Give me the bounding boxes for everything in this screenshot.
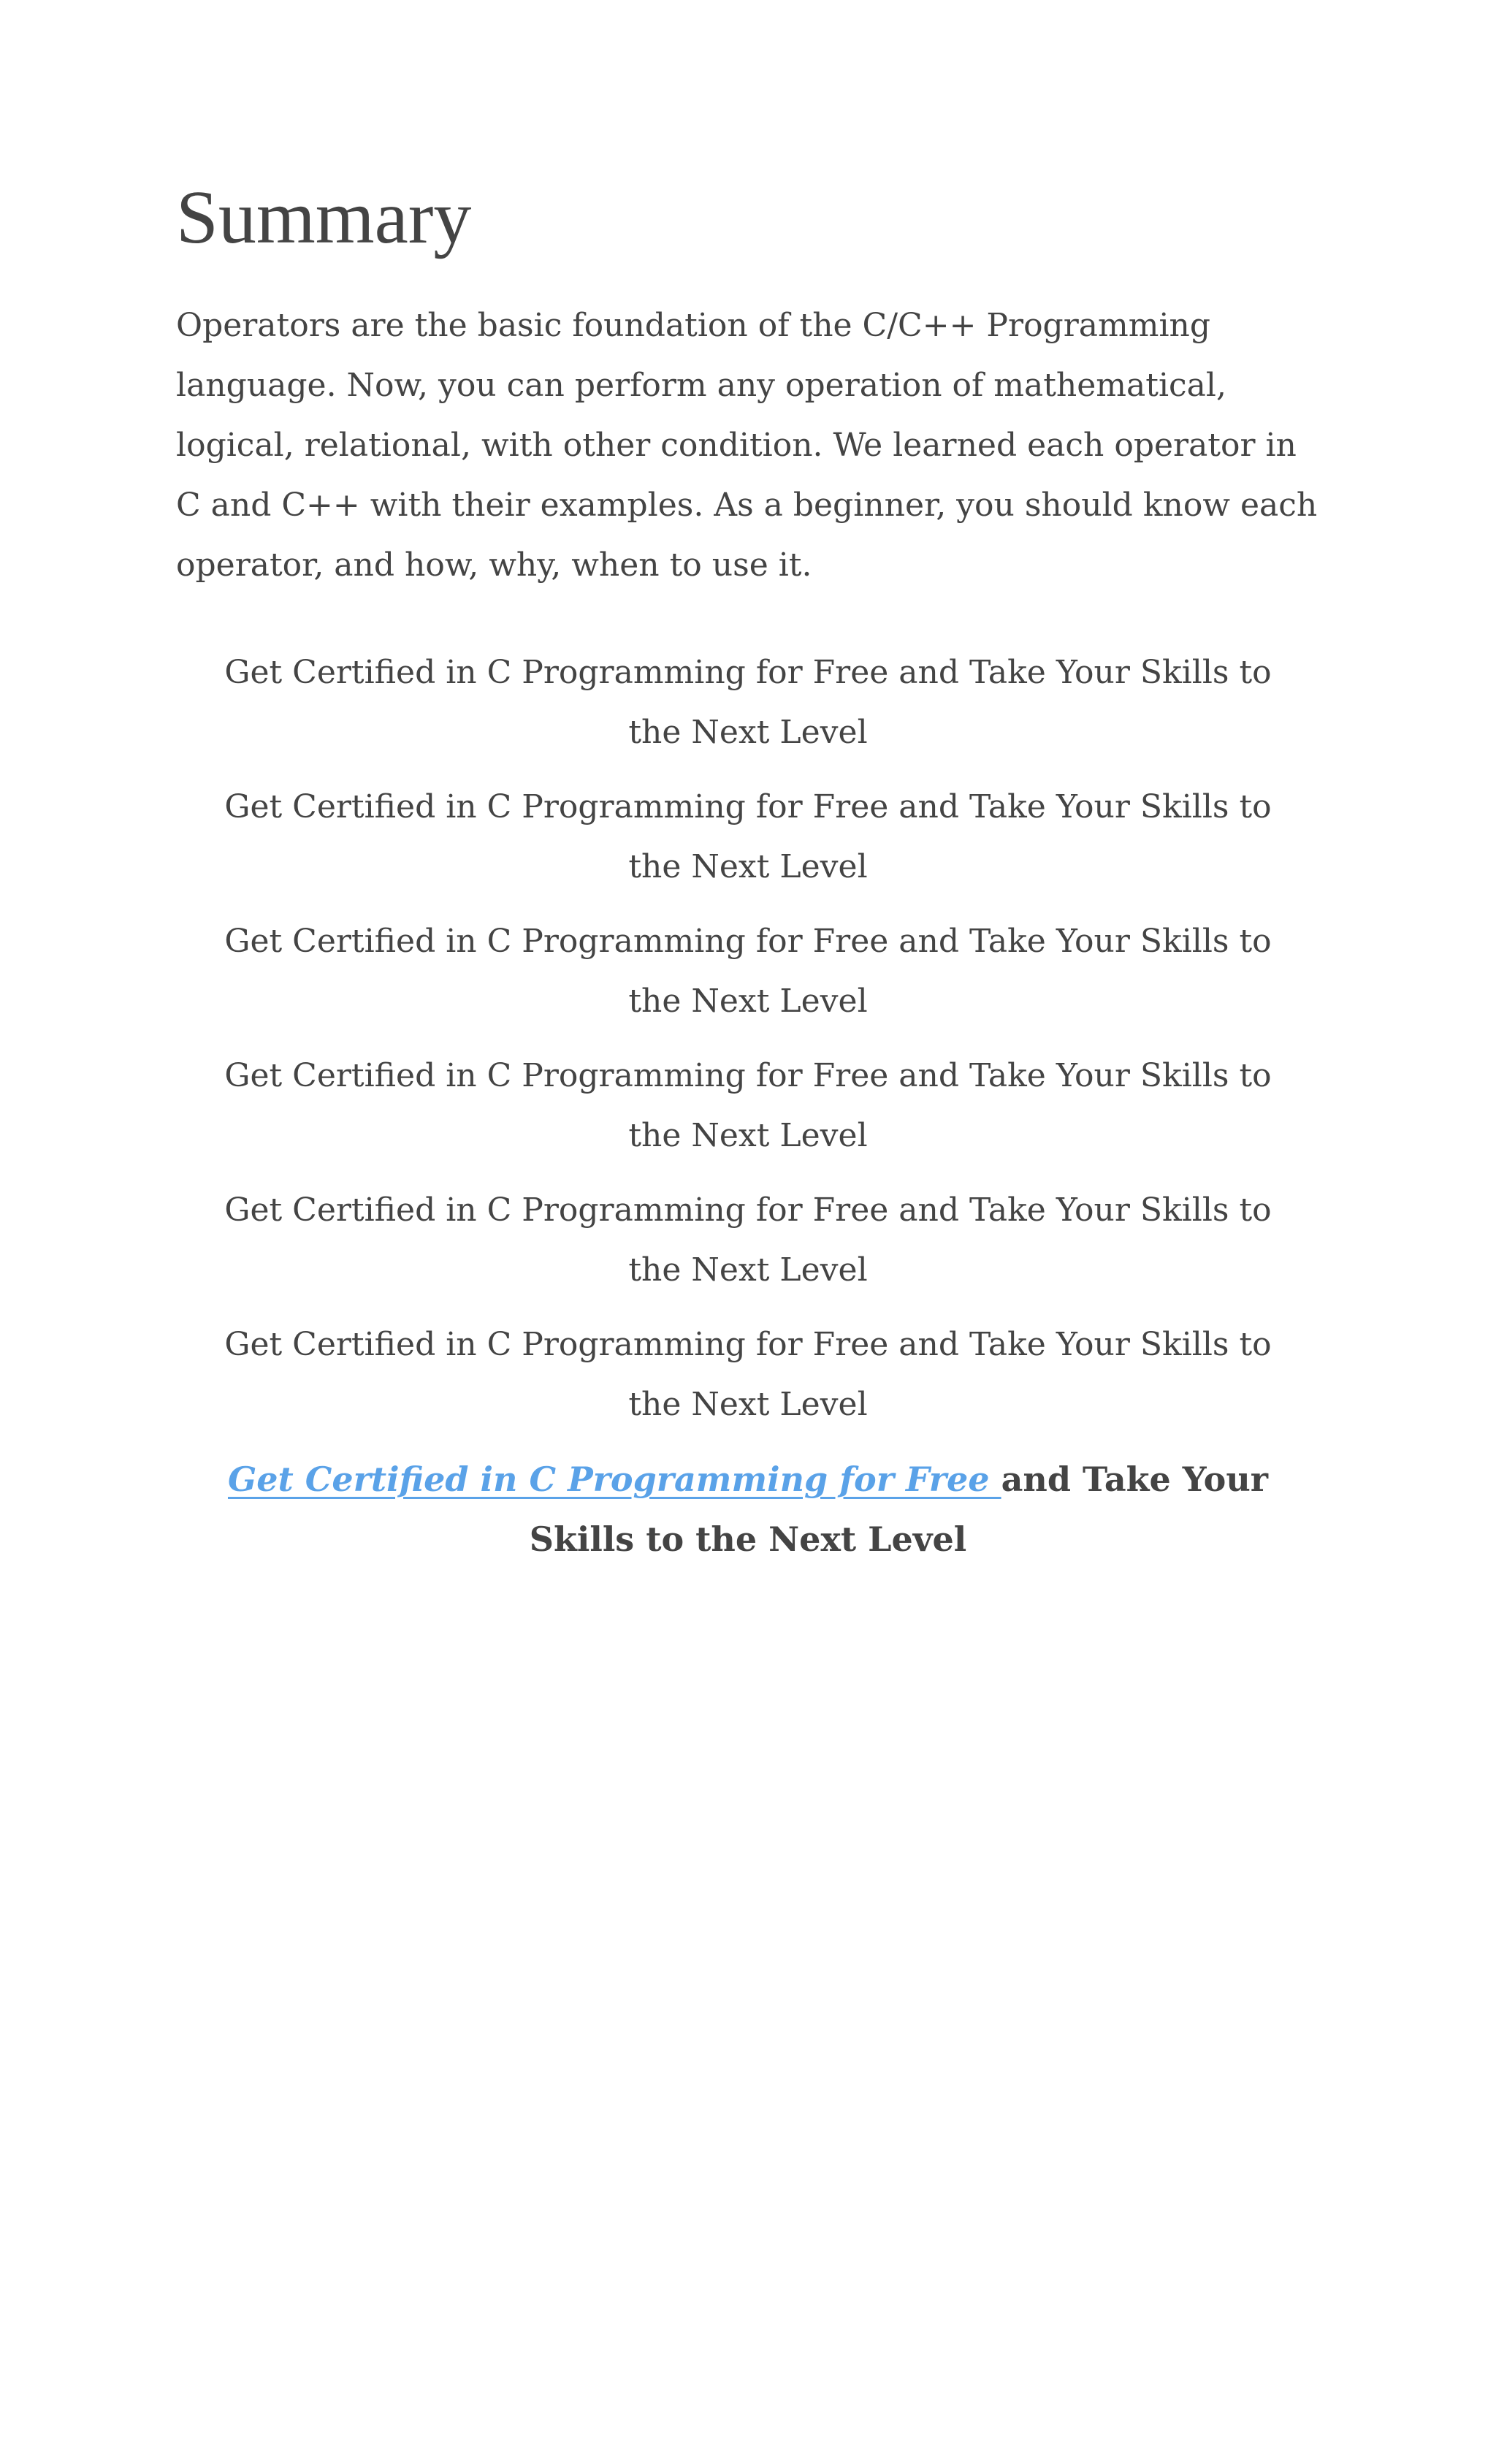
certification-link[interactable]: Get Certified in C Programming for Free (227, 1460, 1001, 1499)
certification-promo-line: Get Certified in C Programming for Free and Take Your Skills to the Next Level (224, 654, 1272, 751)
certification-promo-list (176, 643, 1320, 1569)
certification-promo-line: Get Certified in C Programming for Free and Take Your Skills to the Next Level (224, 1057, 1272, 1154)
summary-paragraph: Operators are the basic foundation of the C/C++ Programming language. Now, you can perform any operation of mathematical, logical, relational, with other condition. We learned each operator in C and C++ with their examples. As a beginner, you should know each operator, and how, why, when to use it. (176, 307, 1318, 584)
certification-promo-line: Get Certified in C Programming for Free and Take Your Skills to the Next Level (224, 923, 1272, 1020)
certification-promo-line: Get Certified in C Programming for Free and Take Your Skills to the Next Level (224, 788, 1272, 885)
certification-promo-line: Get Certified in C Programming for Free and Take Your Skills to the Next Level (224, 1191, 1272, 1289)
certification-promo-line: Get Certified in C Programming for Free and Take Your Skills to the Next Level (224, 1326, 1272, 1423)
page-title: Summary (176, 175, 472, 259)
certification-cta-text: and Take Your Skills to the Next Level (529, 1460, 1269, 1559)
certification-cta (176, 1449, 1320, 1569)
